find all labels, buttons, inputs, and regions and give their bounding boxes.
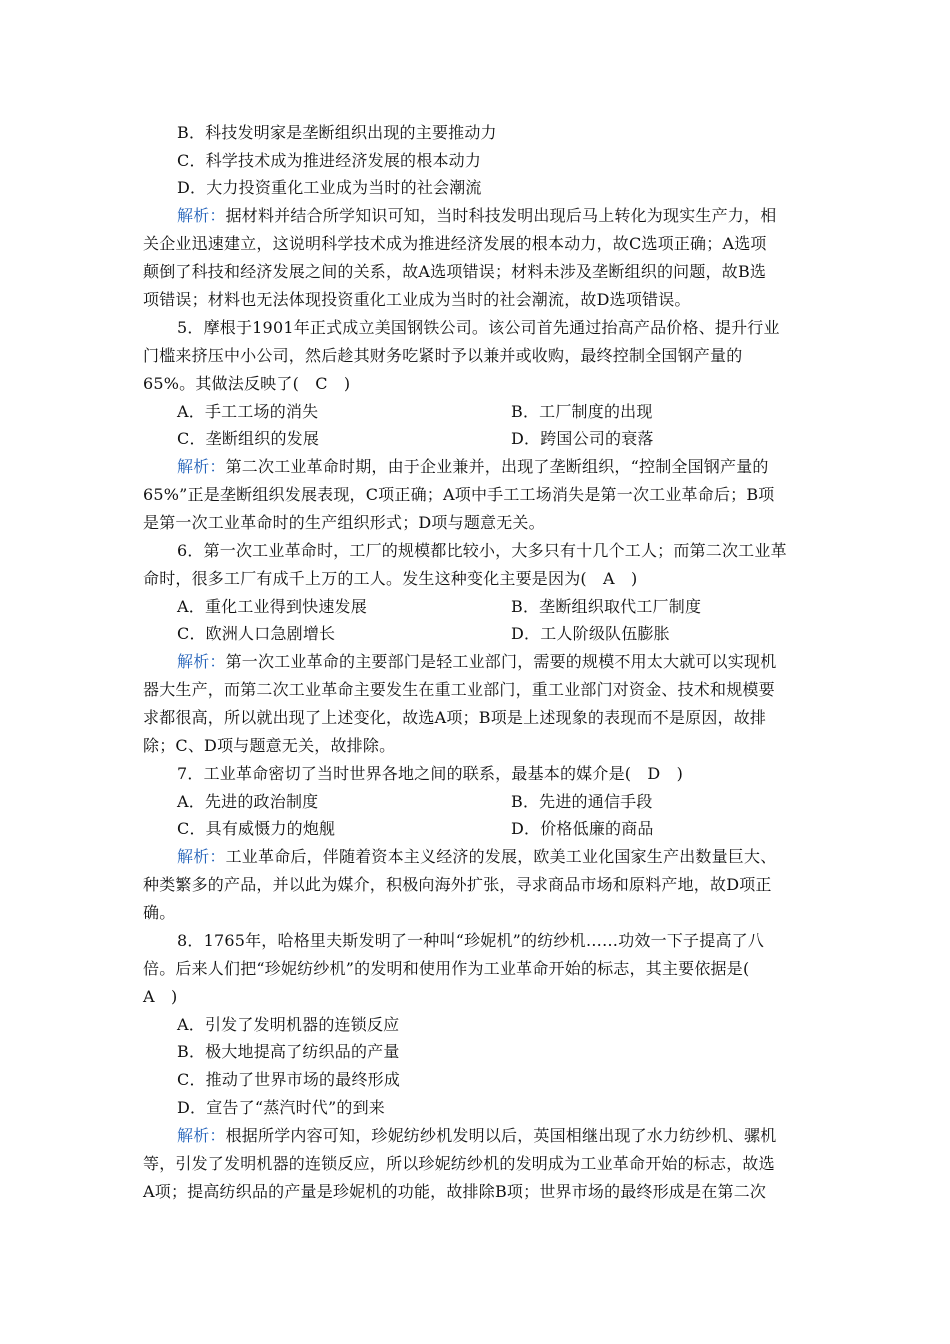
q5-option-d: D．跨国公司的衰落 — [511, 429, 654, 448]
q8-analysis-line-3: A项；提高纺织品的产量是珍妮机的功能，故排除B项；世界市场的最终形成是在第二次 — [143, 1182, 767, 1201]
q4-option-d: D．大力投资重化工业成为当时的社会潮流 — [177, 178, 482, 197]
q5-stem-line-2: 门槛来挤压中小公司，然后趁其财务吃紧时予以兼并或收购，最终控制全国钢产量的 — [143, 346, 743, 365]
q8-option-d: D．宣告了“蒸汽时代”的到来 — [177, 1098, 385, 1117]
q5-stem-line-1: 5．摩根于1901年正式成立美国钢铁公司。该公司首先通过抬高产品价格、提升行业 — [177, 318, 780, 337]
q5-option-c: C．垄断组织的发展 — [177, 429, 320, 448]
q6-analysis-line-3: 求都很高，所以就出现了上述变化，故选A项；B项是上述现象的表现而不是原因，故排 — [143, 708, 767, 727]
q4-option-b: B．科技发明家是垄断组织出现的主要推动力 — [177, 123, 497, 142]
q8-option-c: C．推动了世界市场的最终形成 — [177, 1070, 401, 1089]
q5-analysis-line-1: 解析：第二次工业革命时期，由于企业兼并，出现了垄断组织，“控制全国钢产量的 — [177, 457, 769, 476]
q8-stem-line-1: 8．1765年，哈格里夫斯发明了一种叫“珍妮机”的纺纱机……功效一下子提高了八 — [177, 931, 765, 950]
q6-stem-line-2: 命时，很多工厂有成千上万的工人。发生这种变化主要是因为( A ) — [143, 569, 638, 588]
q6-option-a: A．重化工业得到快速发展 — [177, 597, 367, 616]
q5-option-b: B．工厂制度的出现 — [511, 402, 653, 421]
q4-analysis-label: 解析： — [177, 206, 226, 225]
q7-option-c: C．具有威慑力的炮舰 — [177, 819, 336, 838]
q6-analysis-line-2: 器大生产，而第二次工业革命主要发生在重工业部门，重工业部门对资金、技术和规模要 — [143, 680, 775, 699]
q7-option-b: B．先进的通信手段 — [511, 792, 653, 811]
q8-analysis-line-1: 解析：根据所学内容可知，珍妮纺纱机发明以后，英国相继出现了水力纺纱机、骡机 — [177, 1126, 777, 1145]
q5-analysis-line-2: 65%”正是垄断组织发展表现，C项正确；A项中手工工场消失是第一次工业革命后；B项 — [143, 485, 775, 504]
q6-option-d: D．工人阶级队伍膨胀 — [511, 624, 670, 643]
q6-option-b: B．垄断组织取代工厂制度 — [511, 597, 702, 616]
q6-analysis-label: 解析： — [177, 652, 226, 671]
q6-analysis-line-1: 解析：第一次工业革命的主要部门是轻工业部门，需要的规模不用太大就可以实现机 — [177, 652, 777, 671]
q4-option-c: C．科学技术成为推进经济发展的根本动力 — [177, 151, 482, 170]
q8-analysis-label: 解析： — [177, 1126, 226, 1145]
q8-option-b: B．极大地提高了纺织品的产量 — [177, 1042, 400, 1061]
q8-analysis-line-2: 等，引发了发明机器的连锁反应，所以珍妮纺纱机的发明成为工业革命开始的标志，故选 — [143, 1154, 775, 1173]
q4-analysis-line-3: 颠倒了科技和经济发展之间的关系，故A选项错误；材料未涉及垄断组织的问题，故B选 — [143, 262, 767, 281]
q7-analysis-line-3: 确。 — [143, 903, 176, 922]
q5-analysis-label: 解析： — [177, 457, 226, 476]
q4-analysis-line-2: 关企业迅速建立，这说明科学技术成为推进经济发展的根本动力，故C选项正确；A选项 — [143, 234, 767, 253]
q8-stem-line-2: 倍。后来人们把“珍妮纺纱机”的发明和使用作为工业革命开始的标志，其主要依据是( — [143, 959, 750, 978]
q7-analysis-label: 解析： — [177, 847, 226, 866]
q7-analysis-line-1: 解析：工业革命后，伴随着资本主义经济的发展，欧美工业化国家生产出数量巨大、 — [177, 847, 777, 866]
q7-option-d: D．价格低廉的商品 — [511, 819, 654, 838]
q7-stem-line-1: 7．工业革命密切了当时世界各地之间的联系，最基本的媒介是( D ) — [177, 764, 684, 783]
q4-analysis-line-4: 项错误；材料也无法体现投资重化工业成为当时的社会潮流，故D选项错误。 — [143, 290, 691, 309]
q5-stem-line-3: 65%。其做法反映了( C ) — [143, 374, 351, 393]
q5-analysis-line-3: 是第一次工业革命时的生产组织形式；D项与题意无关。 — [143, 513, 545, 532]
q7-analysis-line-2: 种类繁多的产品，并以此为媒介，积极向海外扩张，寻求商品市场和原料产地，故D项正 — [143, 875, 772, 894]
q5-option-a: A．手工工场的消失 — [177, 402, 319, 421]
q6-stem-line-1: 6．第一次工业革命时，工厂的规模都比较小，大多只有十几个工人；而第二次工业革 — [177, 541, 787, 560]
q4-analysis-line-1: 解析：据材料并结合所学知识可知，当时科技发明出现后马上转化为现实生产力，相 — [177, 206, 777, 225]
q7-option-a: A．先进的政治制度 — [177, 792, 319, 811]
q8-option-a: A．引发了发明机器的连锁反应 — [177, 1015, 400, 1034]
q6-option-c: C．欧洲人口急剧增长 — [177, 624, 336, 643]
q6-analysis-line-4: 除；C、D项与题意无关，故排除。 — [143, 736, 396, 755]
q8-stem-line-3: A ) — [143, 987, 178, 1006]
